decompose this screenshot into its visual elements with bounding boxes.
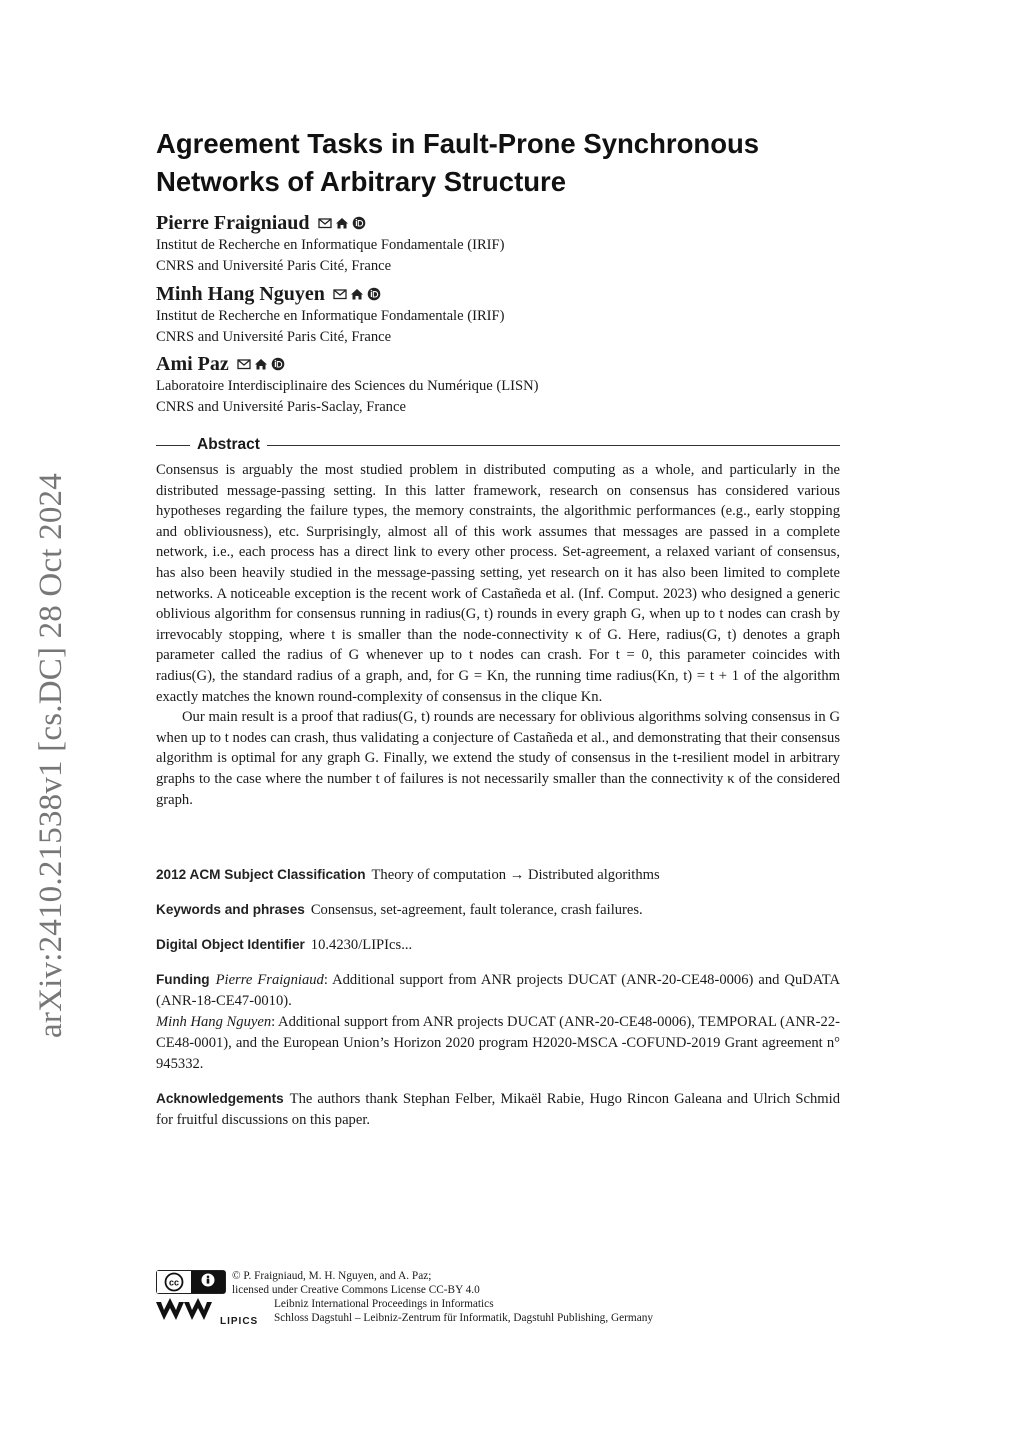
author-affiliation: Institut de Recherche en Informatique Fondamentale (IRIF) [156,237,505,253]
abstract-paragraph: Consensus is arguably the most studied problem in distributed computing as a whole, and particularly in the distributed message-passing setting. In this latter framework, research on consensus has considered various hypotheses regarding the failure types, the memory constraints, the algorithmic performances (e.g., early stopping and obliviousness), etc. Surprisingly, almost all of this work assumes that messages are passed in a complete network, i.e., each process has a direct link to every other process. Set-agreement, a relaxed variant of consensus, has also been heavily studied in the message-passing setting, yet research on it has also been limited to complete networks. A noticeable exception is the recent work of Castañeda et al. (Inf. Comput. 2023) who designed a generic oblivious algorithm for consensus running in radius(G, t) rounds in every graph G, when up to t nodes can crash by irrevocably stopping, where t is smaller than the node-connectivity κ of G. Here, radius(G, t) denotes a graph parameter called the radius of G whenever up to t nodes can crash. For t = 0, this parameter coincides with radius(G), the standard radius of a graph, and, for G = Kn, the running time radius(Kn, t) = t + 1 of the algorithm exactly matches the known round-complexity of consensus in the clique Kn. [156,462,840,705]
author-block [156,211,840,276]
author-name: Pierre Fraigniaud [156,212,310,234]
funding-text: : Additional support from ANR projects DUCAT (ANR-20-CE48-0006) and QuDATA (ANR-18-CE47-0010). [156,972,841,1009]
doi [156,934,840,956]
orcid-icon[interactable] [352,216,366,230]
funding-key: Funding [156,972,210,987]
paper-title [156,125,840,201]
abstract-heading [156,434,840,456]
publisher-line: Schloss Dagstuhl – Leibniz-Zentrum für Informatik, Dagstuhl Publishing, Germany [274,1312,654,1324]
author-name: Ami Paz [156,353,229,375]
title-line-1: Agreement Tasks in Fault-Prone Synchronous [156,128,760,159]
author-affiliation: Laboratoire Interdisciplinaire des Sciences du Numérique (LISN) [156,378,539,394]
home-icon[interactable] [350,287,364,301]
title-line-2: Networks of Arbitrary Structure [156,166,567,197]
author-name: Minh Hang Nguyen [156,283,325,305]
ack-key: Acknowledgements [156,1091,284,1106]
lipics-label: LIPICS [220,1316,259,1327]
abstract-paragraph: Our main result is a proof that radius(G, t) rounds are necessary for oblivious algorithms solving consensus in G when up to t nodes can crash, thus validating a conjecture of Castañeda et al., and demonstrating that their consensus algorithm is optimal for any graph G. Finally, we extend the study of consensus in the t-resilient model in arbitrary graphs to the case where the number t of failures is not necessarily smaller than the connectivity κ of the considered graph. [156,709,840,808]
orcid-icon[interactable] [367,287,381,301]
ack-value: The authors thank Stephan Felber, Mikaël Rabie, Hugo Rincon Galeana and Ulrich Schmid for fruitful discussions on this paper. [156,1091,840,1128]
home-icon[interactable] [254,357,268,371]
funding-text: : Additional support from ANR projects DUCAT (ANR-20-CE48-0006), TEMPORAL (ANR-22-CE48-0001), and the European Union’s Horizon 2020 program H2020-MSCA -COFUND-2019 Grant agreement n° 945332. [156,1014,840,1072]
doi-value[interactable]: 10.4230/LIPIcs... [310,937,413,953]
acm-key: 2012 ACM Subject Classification [156,867,366,882]
author-block [156,282,840,347]
author-block [156,352,840,417]
series-line: Leibniz International Proceedings in Informatics [274,1298,494,1310]
home-icon[interactable] [335,216,349,230]
author-affiliation: CNRS and Université Paris-Saclay, France [156,398,406,415]
cc-by-license-icon[interactable] [156,1270,226,1294]
acm-value: Theory of computation → Distributed algorithms [371,867,660,883]
orcid-icon[interactable] [271,357,285,371]
keywords [156,899,840,921]
funding-name: Minh Hang Nguyen [156,1014,272,1030]
svg-text:cc: cc [168,1277,180,1288]
author-affiliation: CNRS and Université Paris Cité, France [156,328,392,345]
funding [156,969,840,1075]
keywords-key: Keywords and phrases [156,902,305,917]
doi-key: Digital Object Identifier [156,937,305,952]
lipics-logo [156,1298,218,1324]
funding-name: Pierre Fraigniaud [215,972,324,988]
copyright-line: © P. Fraigniaud, M. H. Nguyen, and A. Paz; [232,1270,432,1282]
acm-classification [156,864,840,886]
email-icon[interactable] [237,357,251,371]
acknowledgements [156,1088,840,1131]
abstract-label: Abstract [197,436,260,453]
author-affiliation: CNRS and Université Paris Cité, France [156,257,392,274]
heading-rule [267,445,840,446]
arxiv-stamp: arXiv:2410.21538v1 [cs.DC] 28 Oct 2024 [32,472,69,1038]
email-icon[interactable] [333,287,347,301]
heading-rule [156,445,190,446]
abstract-body [156,460,840,810]
keywords-value: Consensus, set-agreement, fault tolerance, crash failures. [310,902,643,918]
footer [156,1268,840,1328]
email-icon[interactable] [318,216,332,230]
author-affiliation: Institut de Recherche en Informatique Fondamentale (IRIF) [156,308,505,324]
license-line: licensed under Creative Commons License CC-BY 4.0 [232,1284,480,1296]
